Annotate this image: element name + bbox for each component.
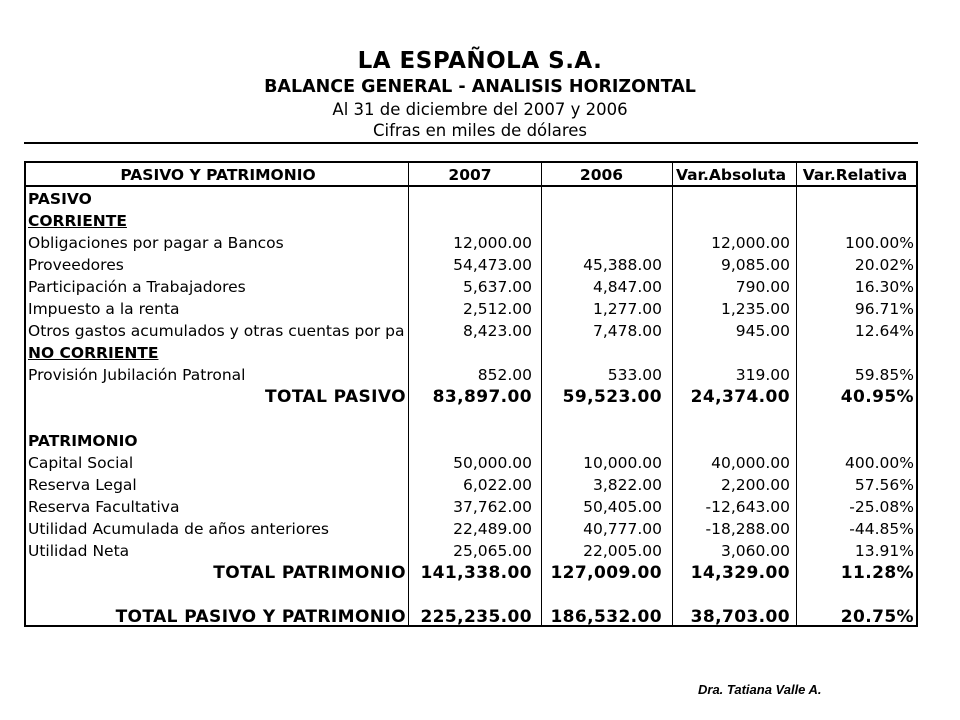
total-patrimonio-2007: 141,338.00 xyxy=(420,563,532,583)
value-2006: 40,777.00 xyxy=(583,520,662,538)
column-header-var-relativa: Var.Relativa xyxy=(802,166,908,184)
row-label: Utilidad Acumulada de años anteriores xyxy=(28,520,329,538)
value-var-absoluta: 9,085.00 xyxy=(720,256,790,274)
value-var-relativa: 16.30% xyxy=(854,278,914,296)
value-var-relativa: 12.64% xyxy=(854,322,914,340)
value-2007: 12,000.00 xyxy=(453,234,532,252)
value-var-absoluta: 790.00 xyxy=(735,278,790,296)
total-patrimonio-var-absoluta: 14,329.00 xyxy=(690,563,790,583)
value-var-absoluta: 12,000.00 xyxy=(711,234,790,252)
value-var-relativa: 57.56% xyxy=(854,476,914,494)
balance-table xyxy=(24,161,918,627)
value-var-absoluta: -18,288.00 xyxy=(705,520,790,538)
total-pasivo-patrimonio-label: TOTAL PASIVO Y PATRIMONIO xyxy=(115,607,406,627)
total-pasivo-var-absoluta: 24,374.00 xyxy=(690,387,790,407)
value-var-relativa: 100.00% xyxy=(845,234,914,252)
total-pasivo-patrimonio-2007: 225,235.00 xyxy=(420,607,532,627)
total-patrimonio-label: TOTAL PATRIMONIO xyxy=(213,563,406,583)
row-label: Obligaciones por pagar a Bancos xyxy=(28,234,284,252)
value-2006: 7,478.00 xyxy=(592,322,662,340)
row-label: Capital Social xyxy=(28,454,134,472)
value-var-absoluta: 319.00 xyxy=(735,366,790,384)
total-patrimonio-var-relativa: 11.28% xyxy=(840,563,914,583)
report-date: Al 31 de diciembre del 2007 y 2006 xyxy=(332,100,628,119)
value-2007: 22,489.00 xyxy=(453,520,532,538)
column-header-var-absoluta: Var.Absoluta xyxy=(675,166,787,184)
value-2006: 3,822.00 xyxy=(592,476,662,494)
report-units: Cifras en miles de dólares xyxy=(372,121,588,140)
section-patrimonio: PATRIMONIO xyxy=(28,432,138,450)
section-corriente: CORRIENTE xyxy=(28,212,127,230)
row-label: Reserva Legal xyxy=(28,476,137,494)
value-var-relativa: 96.71% xyxy=(854,300,914,318)
value-2007: 54,473.00 xyxy=(453,256,532,274)
value-2007: 8,423.00 xyxy=(462,322,532,340)
value-2007: 2,512.00 xyxy=(462,300,532,318)
row-label: Reserva Facultativa xyxy=(28,498,180,516)
value-var-relativa: 20.02% xyxy=(854,256,914,274)
total-pasivo-patrimonio-var-relativa: 20.75% xyxy=(840,607,914,627)
value-2007: 37,762.00 xyxy=(453,498,532,516)
total-pasivo-var-relativa: 40.95% xyxy=(840,387,914,407)
column-header-2007: 2007 xyxy=(448,166,492,184)
value-var-absoluta: 1,235.00 xyxy=(720,300,790,318)
value-2007: 25,065.00 xyxy=(453,542,532,560)
value-2007: 852.00 xyxy=(477,366,532,384)
value-2006: 1,277.00 xyxy=(592,300,662,318)
row-label: Impuesto a la renta xyxy=(28,300,180,318)
value-var-absoluta: 3,060.00 xyxy=(720,542,790,560)
total-pasivo-2007: 83,897.00 xyxy=(432,387,532,407)
total-pasivo-patrimonio-var-absoluta: 38,703.00 xyxy=(690,607,790,627)
row-label: Proveedores xyxy=(28,256,124,274)
value-2007: 6,022.00 xyxy=(462,476,532,494)
value-2006: 4,847.00 xyxy=(592,278,662,296)
value-var-absoluta: -12,643.00 xyxy=(705,498,790,516)
value-var-relativa: 59.85% xyxy=(854,366,914,384)
value-2006: 533.00 xyxy=(607,366,662,384)
value-var-absoluta: 40,000.00 xyxy=(711,454,790,472)
value-2006: 10,000.00 xyxy=(583,454,662,472)
row-label: Provisión Jubilación Patronal xyxy=(28,366,246,384)
value-2006 xyxy=(541,232,662,254)
section-no-corriente: NO CORRIENTE xyxy=(28,344,159,362)
value-2007: 50,000.00 xyxy=(453,454,532,472)
value-var-relativa: -25.08% xyxy=(849,498,914,516)
signature: Dra. Tatiana Valle A. xyxy=(698,682,822,697)
total-pasivo-2006: 59,523.00 xyxy=(562,387,662,407)
value-var-relativa: 400.00% xyxy=(845,454,914,472)
column-header-2006: 2006 xyxy=(579,166,624,184)
total-pasivo-label: TOTAL PASIVO xyxy=(265,387,406,407)
row-label: Utilidad Neta xyxy=(28,542,130,560)
row-label: Participación a Trabajadores xyxy=(28,278,246,296)
value-var-relativa: 13.91% xyxy=(854,542,914,560)
total-patrimonio-2006: 127,009.00 xyxy=(550,563,662,583)
column-header-concept: PASIVO Y PATRIMONIO xyxy=(120,166,316,184)
value-2006: 45,388.00 xyxy=(583,256,662,274)
header-rule xyxy=(24,142,918,144)
total-pasivo-patrimonio-2006: 186,532.00 xyxy=(550,607,662,627)
value-2007: 5,637.00 xyxy=(462,278,532,296)
value-2006: 22,005.00 xyxy=(583,542,662,560)
value-var-absoluta: 945.00 xyxy=(735,322,790,340)
company-title: LA ESPAÑOLA S.A. xyxy=(357,48,603,74)
value-2006: 50,405.00 xyxy=(583,498,662,516)
section-pasivo: PASIVO xyxy=(28,190,92,208)
value-var-absoluta: 2,200.00 xyxy=(720,476,790,494)
value-var-relativa: -44.85% xyxy=(849,520,914,538)
row-label: Otros gastos acumulados y otras cuentas por pa xyxy=(28,322,405,340)
report-title: BALANCE GENERAL - ANALISIS HORIZONTAL xyxy=(264,77,696,97)
